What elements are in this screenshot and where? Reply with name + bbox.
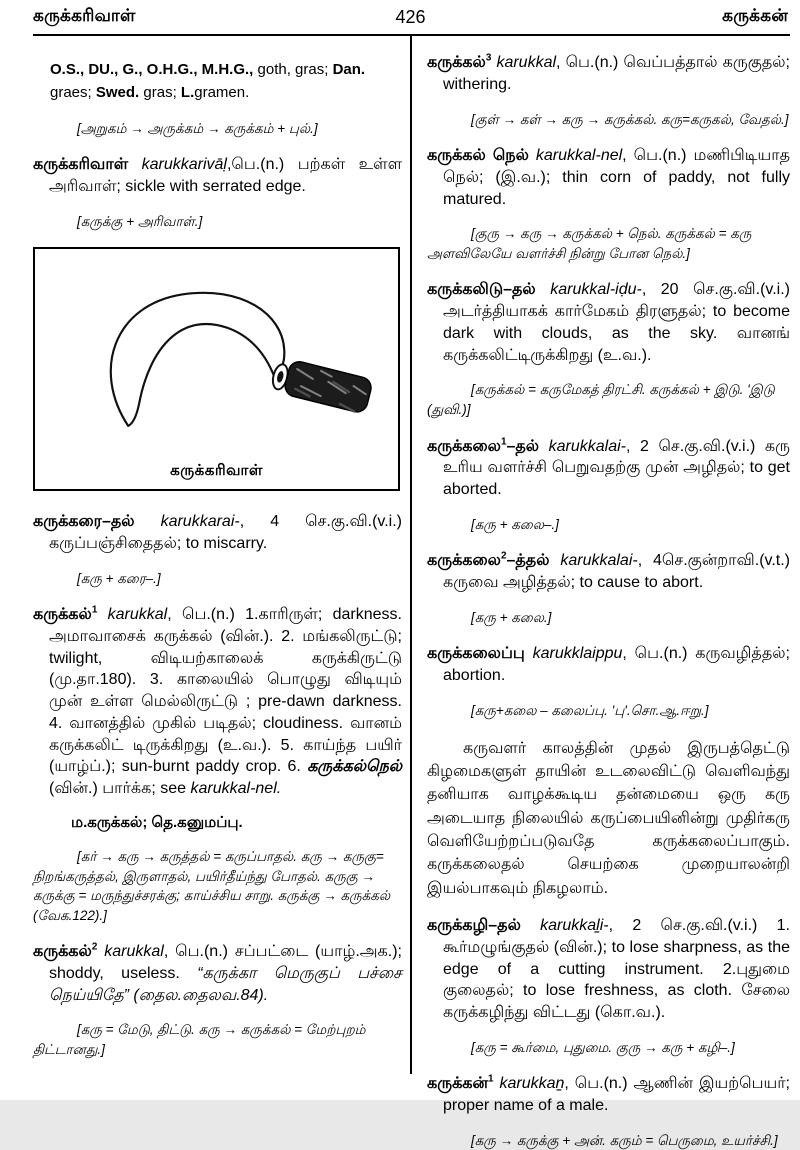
dict-entry-karukkalai-2: கருக்கலை$^2$–த்தல் karukkalai-, 4செ.குன்றாவி.(v.t.) கருவை அழித்தல்; to cause to abort. (427, 551, 790, 592)
figure-caption: கருக்கரிவாள் (170, 462, 263, 480)
dict-entry-karukkalidu: கருக்கலிடு–தல் karukkal-iḍu-, 20 செ.கு.வி.(v.i.) அடர்த்தியாகக் கார்மேகம் திரளுதல்; to become dark with clouds, as the sky. வானங் கருக்கலிட்டிருக்கிறது (உ.வ.). (427, 281, 790, 364)
etymology-note: [கருக்கல் = கருமேகத் திரட்சி. கருக்கல் + இடு. 'இடு (துவி.)] (427, 382, 775, 417)
etymology-note: [கரு = மேடு, திட்டு. கரு → கருக்கல் = மேற்புறம் திட்டானது.] (33, 1022, 366, 1057)
etymology-note: [கருக்கு + அரிவாள்.] (77, 213, 203, 229)
etymology-note: [கரு + கரை–.] (77, 570, 161, 586)
etymology-note: [குரு → கரு → கருக்கல் + நெல். கருக்கல் = கரு அளவிலேயே வளர்ச்சி நின்று போன நெல்.] (427, 226, 752, 261)
sickle-illustration-icon (35, 249, 398, 489)
dict-entry-karukkal-3: கருக்கல்$^3$ karukkal, பெ.(n.) வெப்பத்தால் கருகுதல்; withering. (427, 52, 790, 93)
running-head-right-guideword: கருக்கன் (722, 6, 789, 25)
dravidian-cognates: ம.கருக்கல்; தெ.கனுமப்பு. (71, 813, 243, 831)
right-column (410, 36, 800, 1148)
dict-entry-karukkan-1: கருக்கன்$^1$ karukkaṉ, பெ.(n.) ஆணின் இயற்பெயர்; proper name of a male. (427, 1074, 790, 1115)
page-number: 426 (395, 7, 426, 27)
dict-entry-karukkalai-1: கருக்கலை$^1$–தல் karukkalai-, 2 செ.கு.வி.(v.i.) கரு உரிய வளர்ச்சி பெறுவதற்கு முன் அழிதல்; to get aborted. (427, 436, 790, 499)
dict-entry-karukkali: கருக்கழி–தல் karukkaḻi-, 2 செ.கு.வி.(v.i.) 1. கூர்மழுங்குதல் (வின்.); to lose sharpness, as the edge of a cutting instrument. 2.புதுமை குலைதல்; to lose freshness, as cloth. சேலை கருக்கழிந்து விட்டது (கொ.வ.). (427, 917, 790, 1022)
etymology-note: [கரு+கலை – கலைப்பு. 'பு'.சொ.ஆ.ஈறு.] (471, 702, 709, 718)
dict-entry-karukkarival: கருக்கரிவாள் karukkarivāḷ,பெ.(n.) பற்கள் உள்ள அரிவாள்; sickle with serrated edge. (33, 156, 403, 195)
dict-entry-karukkarai: கருக்கரை–தல் karukkarai-, 4 செ.கு.வி.(v.i.) கருப்பஞ்சிதைதல்; to miscarry. (33, 513, 402, 552)
two-column-body (0, 36, 800, 1148)
etymology-note: [கரு + கலை.] (471, 609, 552, 625)
etymology-note: [கரு + கலை–.] (471, 516, 559, 532)
dict-entry-karukkal-2: கருக்கல்$^2$ karukkal, பெ.(n.) சப்பட்டை (யாழ்.அக.); shoddy, useless. “கருக்கா மெருகுப் பச்சை நெய்யிதே” (தைல.தைலவ.84). (33, 941, 402, 1004)
dict-entry-karukkal-nel: கருக்கல் நெல் karukkal-nel, பெ.(n.) மணிபிடியாத நெல்; (இ.வ.); thin corn of paddy, not fully matured. (427, 147, 790, 208)
etymology-note: [குள் → கள் → கரு → கருக்கல். கரு=கருகல், வேதல்.] (471, 111, 789, 127)
running-head (0, 0, 800, 34)
dict-entry-karukkal-1: கருக்கல்$^1$ karukkal, பெ.(n.) 1.காரிருள்; darkness. அமாவாசைக் கருக்கல் (வின்.). 2. மங்கலிருட்டு; twilight, விடியற்காலைக் கருக்கிருட்டு (மு.தா.180). 3. காலையில் பொழுது விடியும் முன் உள்ள மெல்லிருட்டு ; pre-dawn darkness. 4. வானத்தில் முகில் படிதல்; cloudiness. வானம் கருக்கலிட் டிருக்கிறது (உ.வ.). 5. காய்ந்த பயிர் (யாழ்ப்.); sun-burnt paddy crop. 6. கருக்கல்நெல் (வின்.) பார்க்க; see karukkal-nel. (33, 604, 402, 798)
etymology-note: [கரு = கூர்மை, புதுமை. குரு → கரு + கழி–.] (471, 1039, 735, 1055)
cross-language-cognates: O.S., DU., G., O.H.G., M.H.G., goth, gras; Dan. graes; Swed. gras; L.gramen. (50, 61, 366, 102)
etymology-note: [கரு → கருக்கு + அன். கரும் = பெருமை, உயர்ச்சி.] (471, 1132, 778, 1148)
encyclopedic-paragraph: கருவளர் காலத்தின் முதல் இருபத்தெட்டு கிழமைகளுள் தாயின் உடலைவிட்டு வெளிவந்து தனியாக வாழக்கூடிய தன்மையை ஒரு கரு அடையாத நிலையில் கருப்பையினின்று முதிர்கரு வெளியேற்றப்படுவதே கருக்கலைப்பாகும். கருக்கலைதல் செயற்கை முறையாலன்றி இயல்பாகவும் நிகழலாம். (427, 739, 790, 897)
left-column (0, 36, 410, 1074)
figure-box (33, 247, 400, 491)
running-head-left-guideword: கருக்கரிவாள் (33, 6, 136, 25)
etymology-note: [அறுகம் → அருக்கம் → கருக்கம் + புல்.] (77, 120, 318, 136)
etymology-note: [கர் → கரு → கருத்தல் = கருப்பாதல். கரு → கருகு= நிறங்கருத்தல், இருளாதல், பயிர்தீய்ந்து போதல். கருகு → கருக்கு = மருந்துச்சரக்கு; காய்ச்சிய சாறு. கருக்கு → கருக்கல் (வேக.122).] (33, 848, 391, 923)
dict-entry-karukkalaippu: கருக்கலைப்பு karukklaippu, பெ.(n.) கருவழித்தல்; abortion. (427, 645, 790, 685)
